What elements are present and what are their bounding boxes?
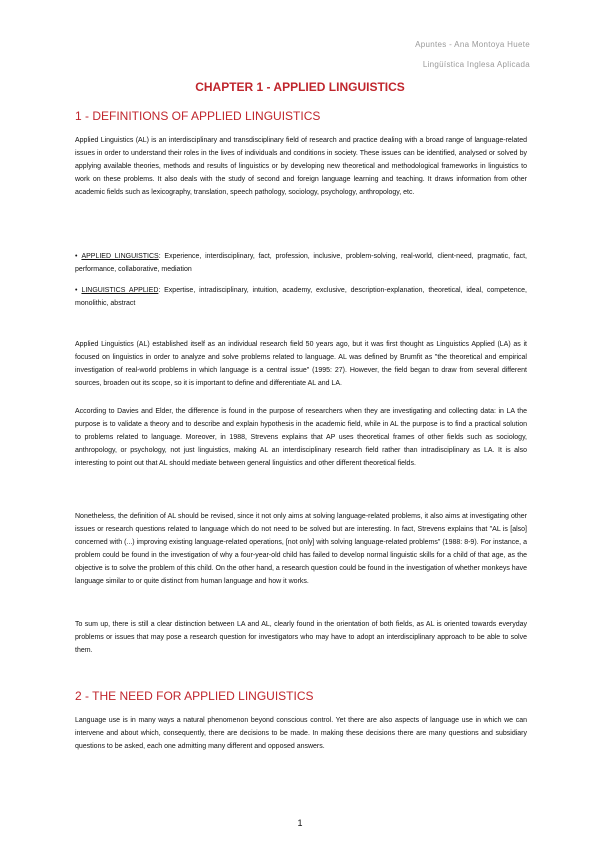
bullet-term: APPLIED LINGUISTICS [81, 253, 159, 260]
bullet-dot: • [75, 287, 78, 294]
bullet-text: : Expertise, intradisciplinary, intuition, academy, exclusive, description-explanation, theoretical, ideal, competence, monolithic, abstract [75, 287, 527, 307]
paragraph: Applied Linguistics (AL) established itself as an individual research field 50 years ago, but it was first thought as Linguistics Applied (LA) as it focused on linguistics in order to analyze and solve problems related to language. AL was defined by Brumfit as "the theoretical and empirical investigation of real-world problems in which language is a central issue" (1995: 27). However, the field began to draw from several different sources, broaden out its scope, so it is important to define and differentiate AL and LA. [75, 341, 527, 387]
bullet-linguistics-applied [75, 284, 527, 310]
paragraph: Nonetheless, the definition of AL should be revised, since it not only aims at solving language-related problems, it also aims at investigating other issues or research questions related to language which do not need to be solved but are interesting. In fact, Strevens explains that "AL is [also] concerned with (...) improving existing language-related operations, [not only] with solving language-related problems" (1988: 8-9). For instance, a problem could be found in the investigation of why a four-year-old child has failed to develop normal linguistic skills for a child of that age, as the objective is to solve the problem of this child. On the other hand, a research question could be found in the investigation of whether monkeys have language similar to or quite distinct from human language and how it works. [75, 513, 527, 585]
bullet-dot: • [75, 253, 78, 260]
section-1-intro: Applied Linguistics (AL) is an interdisciplinary and transdisciplinary field of research and practice dealing with a broad range of language-related issues in order to understand their roles in the lives of individuals and conditions in society. These issues can be identified, analysed or solved by applying available theories, methods and results of linguistics or by developing new theoretical and methodological frameworks in linguistics to work on these problems. It also deals with the study of second and foreign language learning and teaching. It draws information from other academic fields such as lexicography, translation, speech pathology, sociology, psychology, anthropology, etc. [75, 137, 527, 196]
header-course: Lingüística Inglesa Aplicada [422, 60, 530, 69]
section-1-title: 1 - DEFINITIONS OF APPLIED LINGUISTICS [75, 109, 321, 123]
page-number: 1 [297, 818, 303, 828]
paragraph: To sum up, there is still a clear distinction between LA and AL, clearly found in the orientation of both fields, as AL is oriented towards everyday problems or issues that may pose a research question for investigators who may have to adopt an interdisciplinary approach to be able to solve them. [75, 621, 527, 654]
section-2-title: 2 - THE NEED FOR APPLIED LINGUISTICS [75, 689, 314, 703]
paragraph: According to Davies and Elder, the difference is found in the purpose of researchers when they are investigating and collecting data: in LA the purpose is to validate a theory and to describe and explain hypothesis in the academic field, while in AL the purpose is to find a practical solution to problems related to language. Moreover, in 1988, Strevens explains that AP uses theoretical frames of other fields such as sociology, anthropology, or psychology, not just linguistics, making AL an interdisciplinary research field rather than intradisciplinary as LA. It is also interesting to point out that AL should mediate between general linguistics and other different theoretical fields. [75, 408, 527, 467]
bullet-term: LINGUISTICS APPLIED [81, 287, 159, 294]
chapter-title: CHAPTER 1 - APPLIED LINGUISTICS [195, 80, 405, 94]
paragraph: Language use is in many ways a natural phenomenon beyond conscious control. Yet there are also aspects of language use in which we can intervene and about which, consequently, there are decisions to be made. In making these decisions there are many questions and subsidiary questions to be asked, each one admitting many different and opposed answers. [75, 717, 527, 750]
bullet-text: : Experience, interdisciplinary, fact, profession, inclusive, problem-solving, real-world, client-need, pragmatic, fact, performance, collaborative, mediation [75, 253, 527, 273]
bullet-applied-linguistics [75, 250, 527, 276]
header-author: Apuntes - Ana Montoya Huete [415, 40, 530, 49]
